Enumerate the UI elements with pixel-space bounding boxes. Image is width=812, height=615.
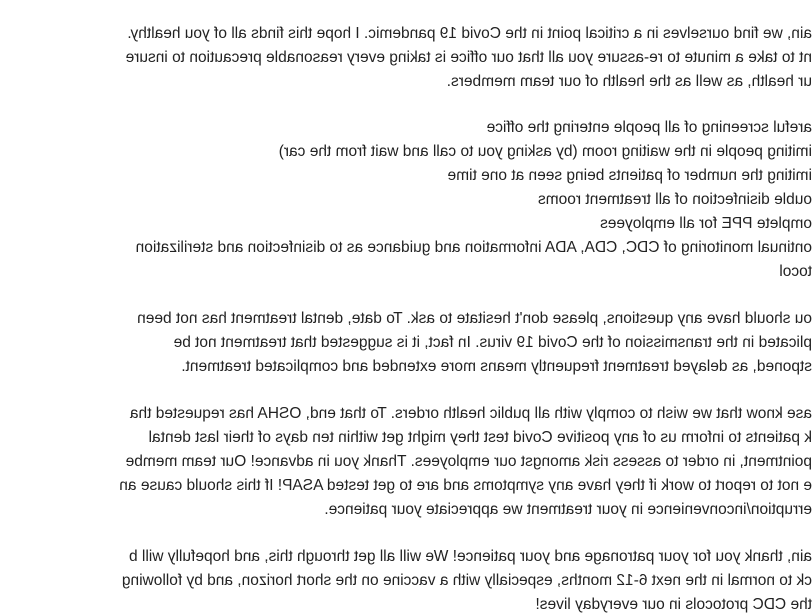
precaution-item-ppe: omplete PPE for all employees [600, 215, 812, 232]
precaution-item-screening: areful screening of all people entering the office [486, 119, 812, 136]
paragraph-4-line-4: e not to report to work if they have any symptoms and are to get tested ASAP! If this should cause an [119, 477, 812, 494]
paragraph-1-line-1: ain, we find ourselves in a critical point in the Covid 19 pandemic. I hope this finds all of you healthy. [127, 25, 812, 42]
paragraph-3-line-1: ou should have any questions, please don't hesitate to ask. To date, dental treatment has not been [137, 310, 812, 327]
paragraph-1-line-2: nt to take a minute to re-assure you all that our office is taking every reasonable precaution to insure [125, 49, 812, 66]
precaution-item-monitoring: ontinual monitoring of CDC, CDA, ADA information and guidance as to disinfection and sterilization [135, 239, 812, 256]
paragraph-4-line-1: ase know that we wish to comply with all public health orders. To that end, OSHA has requested tha [129, 405, 812, 422]
paragraph-4-line-5: erruption/inconvenience in your treatment we appreciate your patience. [324, 501, 812, 518]
paragraph-4-line-2: k patients to inform us of any positive Covid test they might get within ten days of their last dental [148, 429, 812, 446]
paragraph-3-line-3: stponed, as delayed treatment frequently means more extended and complicated treatment. [181, 358, 812, 375]
paragraph-5-line-2: ck to normal in the next 6-12 months, especially with a vaccine on the short horizon, and by following [121, 572, 812, 589]
paragraph-5-line-3: the CDC protocols in our everyday lives! [535, 596, 812, 613]
precaution-item-disinfection: ouble disinfection of all treatment rooms [538, 191, 812, 208]
precaution-item-waiting-room: imiting people in the waiting room (by asking you to call and wait from the car) [278, 143, 812, 160]
paragraph-1-line-3: ur health, as well as the health of our team members. [446, 73, 812, 90]
precaution-item-patient-limit: imiting the number of patients being seen at one time [447, 167, 812, 184]
paragraph-3-line-2: plicated in the transmission of the Covid 19 virus. In fact, it is suggested that treatment not be [173, 334, 812, 351]
paragraph-4-line-3: pointment, in order to assess risk amongst our employees. Thank you in advance! Our team membe [125, 453, 812, 470]
precaution-item-monitoring-cont: tocol [779, 263, 812, 280]
paragraph-5-line-1: ain, thank you for your patronage and your patience! We will all get through this, and hopefully will b [129, 548, 812, 565]
